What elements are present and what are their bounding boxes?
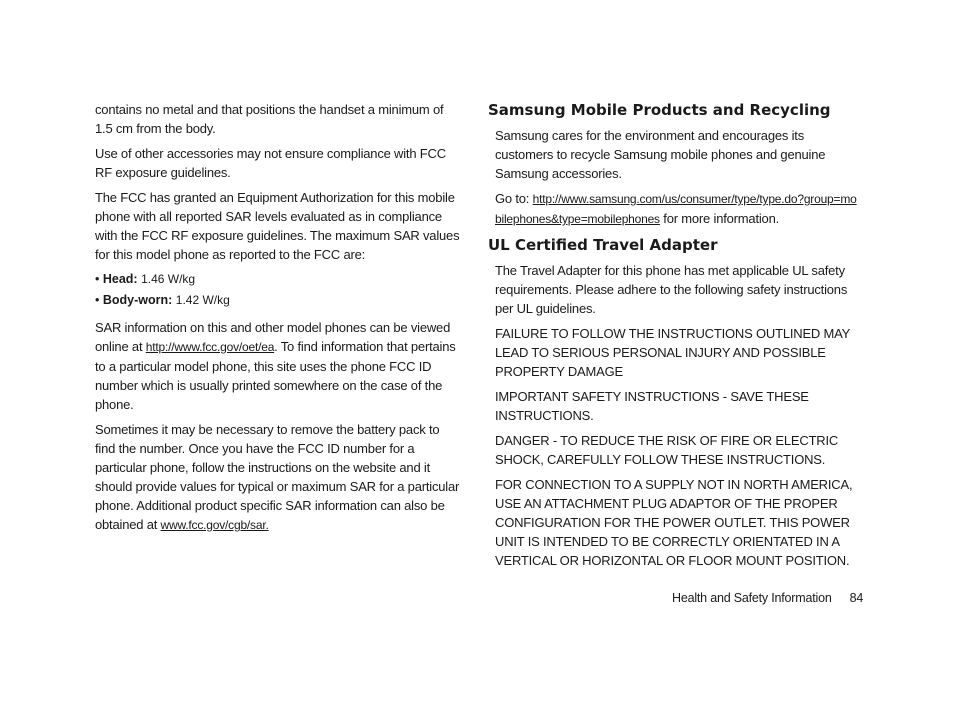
page-number: 84 [849,591,864,605]
bullet-head-sar: • Head: 1.46 W/kg [95,272,196,286]
bullet-body-value: 1.42 W/kg [175,293,230,307]
bullet-body-label: Body-worn: [102,293,173,307]
sar-online-post: . To find information that pertains to a particular model phone, this site uses the phone FCC ID number which is usually printed somewhere on the case of the phone. [95,339,456,412]
page-footer [672,589,863,607]
left-column [95,100,460,541]
paragraph-ul-requirements: The Travel Adapter for this phone has met applicable UL safety requirements. Please adhere to the following safety instructions per UL guidelines. [495,263,848,316]
fcc-oet-link[interactable]: http://www.fcc.gov/oet/ea [145,340,275,354]
paragraph-failure-warning: FAILURE TO FOLLOW THE INSTRUCTIONS OUTLINED MAY LEAD TO SERIOUS PERSONAL INJURY AND POSSIBLE PROPERTY DAMAGE [495,326,850,379]
paragraph-recycling: Samsung cares for the environment and encourages its customers to recycle Samsung mobile phones and genuine Samsung accessories. [495,128,826,181]
paragraph-connection: FOR CONNECTION TO A SUPPLY NOT IN NORTH AMERICA, USE AN ATTACHMENT PLUG ADAPTOR OF THE PROPER CONFIGURATION FOR THE POWER OUTLET. THIS POWER UNIT IS INTENDED TO BE CORRECTLY ORIENTATED IN A VERTICAL OR HORIZONTAL OR FLOOR MOUNT POSITION. [495,477,853,568]
fcc-cgb-link[interactable]: www.fcc.gov/cgb/sar. [160,518,269,532]
right-column [488,100,858,576]
bullet-head-value: 1.46 W/kg [141,272,196,286]
paragraph-sar-online [95,318,460,414]
footer-section-title: Health and Safety Information [672,591,832,605]
paragraph-equipment-authorization: The FCC has granted an Equipment Authorization for this mobile phone with all reported SAR levels evaluated as in compliance with the FCC RF exposure guidelines. The maximum SAR values for this model phone as reported to the FCC are: [95,190,460,262]
heading-ul-adapter: UL Certified Travel Adapter [488,236,718,254]
bullet-body-sar: • Body-worn: 1.42 W/kg [95,293,230,307]
paragraph-distance: contains no metal and that positions the handset a minimum of 1.5 cm from the body. [95,102,444,136]
goto-pre: Go to: [495,191,533,206]
sar-online-pre: SAR information on this and other model phones can be viewed online at [95,320,451,354]
battery-pre: Sometimes it may be necessary to remove the battery pack to find the number. Once you have the FCC ID number for a particular phone, follow the instructions on the website and it should provide values for typical or maximum SAR for a particular phone. Additional product specific SAR information can also be obtained at [95,422,460,532]
heading-recycling: Samsung Mobile Products and Recycling [488,101,831,119]
paragraph-save-instructions: IMPORTANT SAFETY INSTRUCTIONS - SAVE THESE INSTRUCTIONS. [495,389,809,423]
paragraph-goto [488,189,858,229]
paragraph-battery [95,420,460,535]
bullet-head-label: Head: [102,272,138,286]
paragraph-danger: DANGER - TO REDUCE THE RISK OF FIRE OR ELECTRIC SHOCK, CAREFULLY FOLLOW THESE INSTRUCTIONS. [495,433,839,467]
goto-post: for more information. [659,211,780,226]
paragraph-accessories: Use of other accessories may not ensure compliance with FCC RF exposure guidelines. [95,146,446,180]
samsung-recycling-link[interactable]: http://www.samsung.com/us/consumer/type/type.do?group=mobilephones&type=mobilephones [495,192,857,226]
